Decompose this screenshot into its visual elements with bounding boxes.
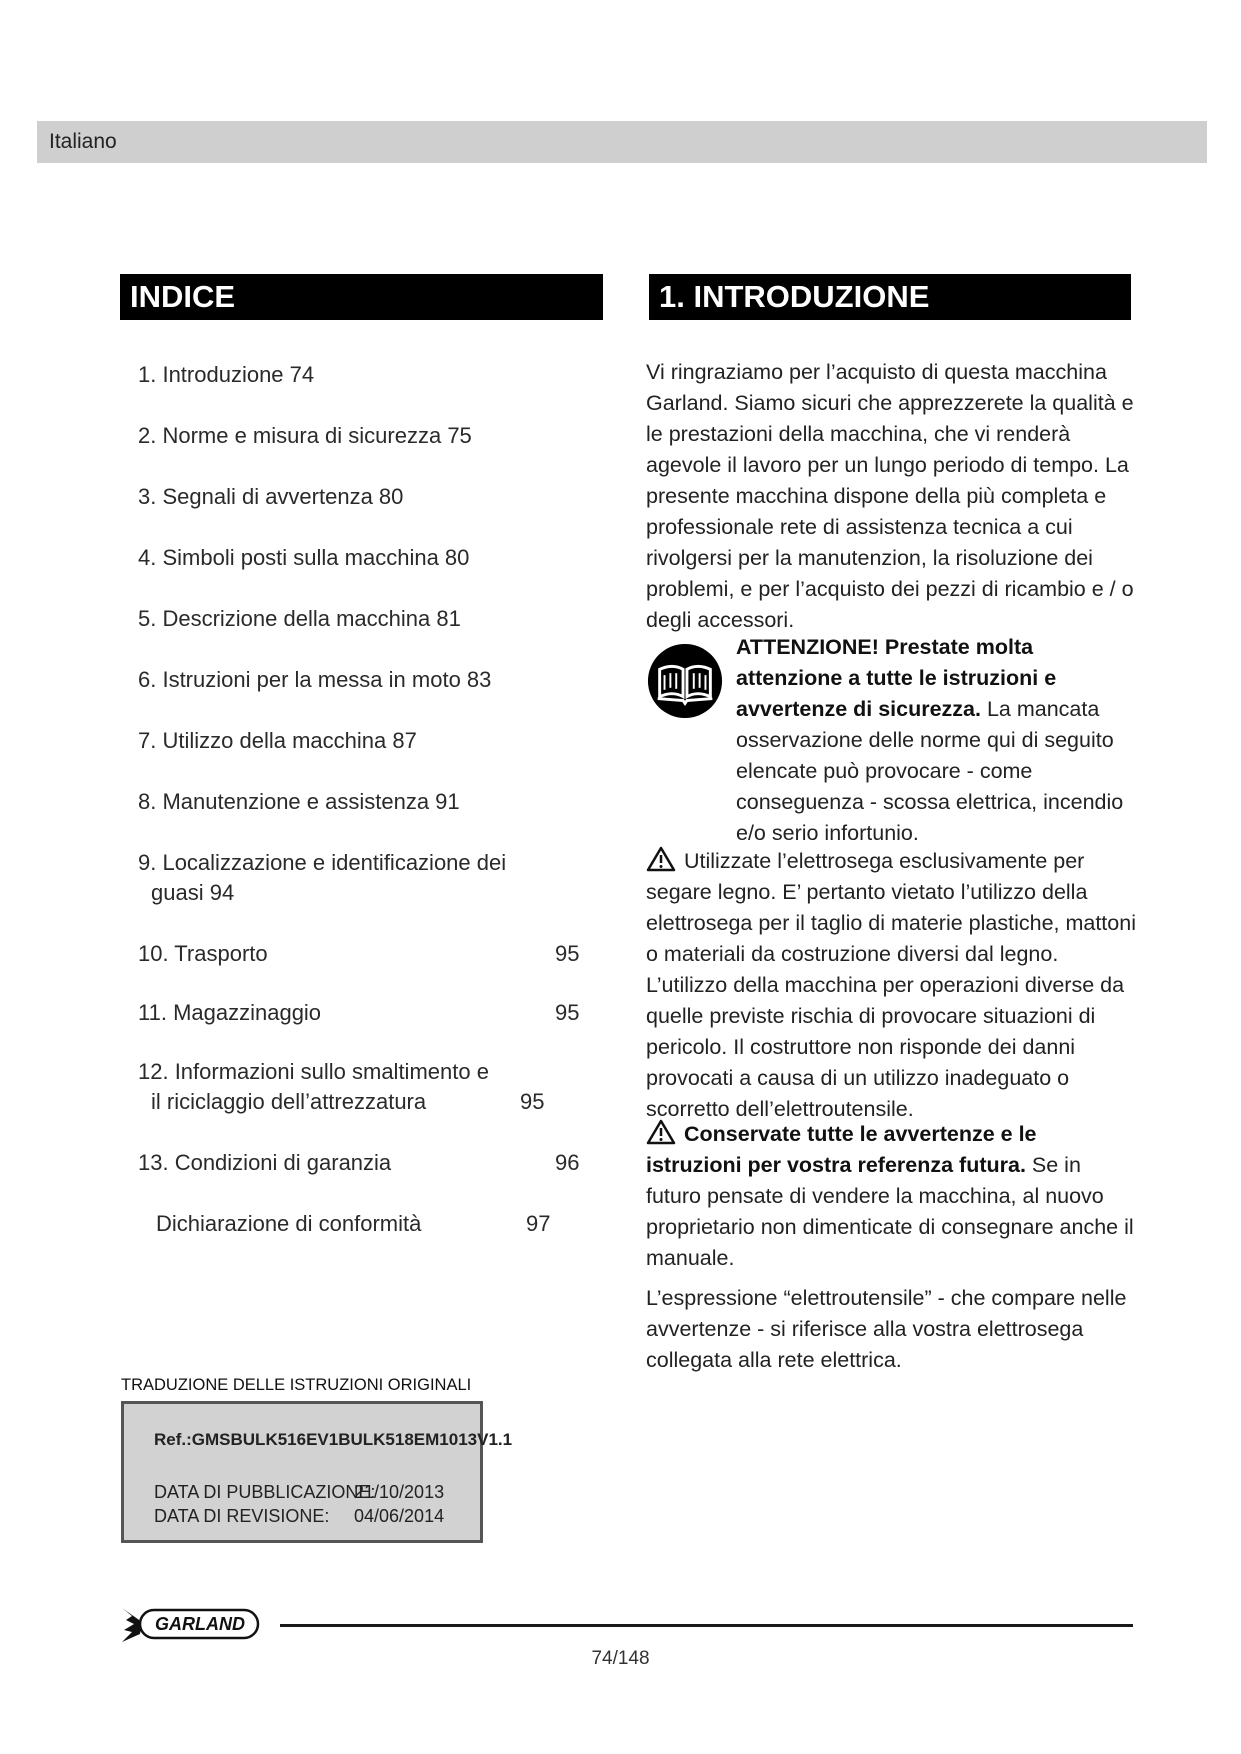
toc-page-number: 96 — [555, 1150, 580, 1175]
toc-item: 10. Trasporto 95 — [138, 939, 598, 969]
revision-row: DATA DI REVISIONE: 04/06/2014 — [154, 1506, 445, 1526]
toc-item: Dichiarazione di conformità 97 — [138, 1209, 598, 1239]
warning-paragraph-1: Utilizzate l’elettrosega esclusivamente per segare legno. E’ pertanto vietato l’utilizzo della elettrosega per il taglio di materie plastiche, mattoni o materiali da costruzione diversi dal legno. L’utilizzo della macchina per operazioni diverse da quelle previste rischia di provocare situazioni di pericolo. Il costruttore non risponde dei danni provocati a causa di un utilizzo inadeguato o scorretto dell’elettroutensile. — [646, 846, 1136, 1125]
toc-item: 4. Simboli posti sulla macchina 80 — [138, 545, 470, 570]
toc-page-number: 95 — [555, 1000, 580, 1025]
final-paragraph: L’espressione “elettroutensile” - che compare nelle avvertenze - si riferisce alla vostra elettrosega collegata alla rete elettrica. — [646, 1286, 1127, 1372]
attention-paragraph: ATTENZIONE! Prestate molta attenzione a tutte le istruzioni e avvertenze di sicurezza. La mancata osservazione delle norme qui di seguito elencate può provocare - come conseguenza - scossa elettrica, incendio e/o serio infortunio. — [736, 635, 1124, 845]
toc-page-number: 97 — [526, 1211, 551, 1236]
toc-item: 5. Descrizione della macchina 81 — [138, 606, 461, 631]
warning-paragraph-2: Conservate tutte le avvertenze e le istruzioni per vostra referenza futura. Se in futuro pensate di vendere la macchina, al nuovo proprietario non dimenticate di consegnare anche il manuale. — [646, 1119, 1136, 1274]
toc-item: 2. Norme e misura di sicurezza 75 — [138, 423, 472, 448]
toc-page-number: 95 — [555, 941, 580, 966]
toc-item: 9. Localizzazione e identificazione dei guasi 94 — [138, 850, 507, 905]
toc-item: 12. Informazioni sullo smaltimento e il riciclaggio dell’attrezzatura 95 — [138, 1057, 598, 1117]
toc-item: 7. Utilizzo della macchina 87 — [138, 728, 417, 753]
translation-note: TRADUZIONE DELLE ISTRUZIONI ORIGINALI — [121, 1376, 472, 1394]
toc-item: 13. Condizioni di garanzia 96 — [138, 1148, 598, 1178]
language-bar — [37, 121, 1207, 163]
language-label: Italiano — [49, 130, 117, 153]
reference-box — [121, 1401, 513, 1543]
toc-item: 11. Magazzinaggio 95 — [138, 998, 598, 1028]
index-heading: INDICE — [120, 274, 603, 320]
footer-rule — [280, 1624, 1133, 1627]
publication-row: DATA DI PUBBLICAZIONE: 21/10/2013 — [154, 1482, 445, 1502]
warning-icon — [646, 846, 676, 872]
toc-item: 6. Istruzioni per la messa in moto 83 — [138, 667, 492, 692]
toc-item: 3. Segnali di avvertenza 80 — [138, 484, 404, 509]
warning-icon — [646, 1119, 676, 1145]
toc-item: 1. Introduzione 74 — [138, 362, 315, 387]
toc-page-number: 95 — [520, 1089, 545, 1114]
intro-heading: 1. INTRODUZIONE — [649, 274, 1131, 320]
logo-text: GARLAND — [155, 1614, 245, 1634]
page-number: 74/148 — [591, 1648, 650, 1669]
attention-bold: ATTENZIONE! Prestate molta attenzione a tutte le istruzioni e avvertenze di sicurezza. — [736, 635, 1057, 721]
garland-logo — [118, 1600, 262, 1648]
toc-item: 8. Manutenzione e assistenza 91 — [138, 789, 460, 814]
reference-code: Ref.:GMSBULK516EV1BULK518EM1013V1.1 — [154, 1430, 513, 1449]
intro-paragraph: Vi ringraziamo per l’acquisto di questa macchina Garland. Siamo sicuri che apprezzerete la qualità e le prestazioni della macchina, che vi renderà agevole il lavoro per un lungo periodo di tempo. La presente macchina dispone della più completa e professionale rete di assistenza tecnica a cui rivolgersi per la manutenzion, la risoluzione dei problemi, e per l’acquisto dei pezzi di ricambio e / o degli accessori. — [646, 360, 1134, 632]
